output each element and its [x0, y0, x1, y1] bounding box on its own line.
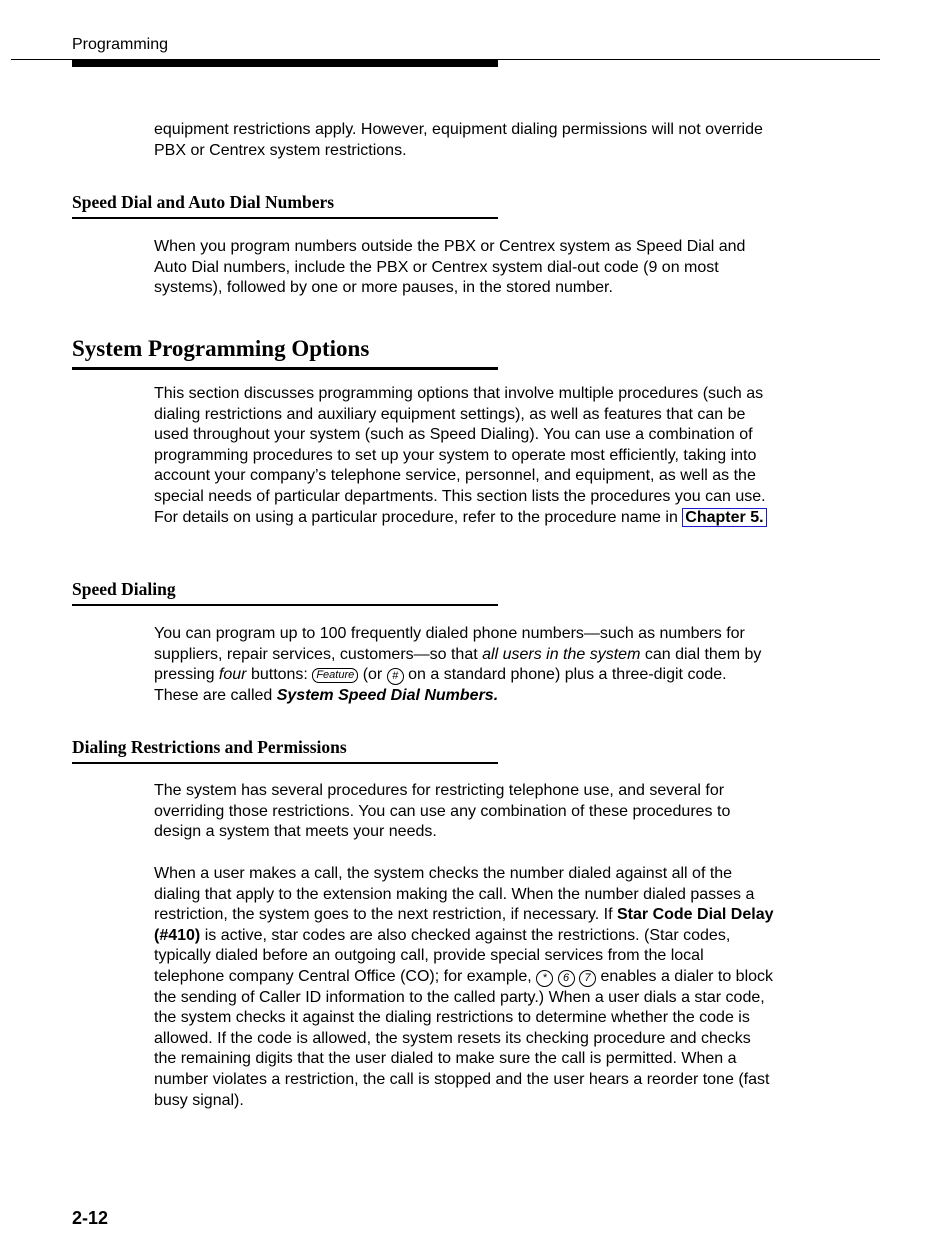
chapter-5-link-text: Chapter 5 — [685, 508, 760, 526]
speed-dialing-text-5: on a standard phone) plus a three-digit code. These are called — [154, 666, 727, 704]
star-code-dial-delay-term: Star Code Dial Delay (#410) — [154, 906, 774, 944]
pound-key-icon: # — [387, 668, 404, 685]
speed-dialing-text-2: can dial them by pressing — [154, 645, 762, 684]
six-key-icon: 6 — [558, 970, 575, 987]
heading-speed-dial-auto-dial: Speed Dial and Auto Dial Numbers — [72, 192, 498, 219]
page-number: 2-12 — [72, 1208, 109, 1228]
feature-key-icon: Feature — [312, 668, 358, 683]
system-speed-dial-numbers-term: System Speed Dial Numbers. — [276, 686, 499, 704]
heading-dialing-restrictions: Dialing Restrictions and Permissions — [72, 737, 498, 764]
restrictions-text-b: is active, star codes are also checked against the restrictions. (Star codes, typically dialed before an outgoing call, provide special services from the local telephone company Central Office (CO); for example, — [154, 926, 731, 985]
seven-key-icon: 7 — [579, 970, 596, 987]
header-rule-thick — [72, 60, 498, 67]
speed-dialing-emphasis-all-users: all users in the system — [482, 645, 641, 663]
speed-dialing-paragraph — [154, 624, 774, 706]
dialing-restrictions-paragraph-1: The system has several procedures for restricting telephone use, and several for overriding those restrictions. You can use any combination of these procedures to design a system that meets your needs. — [154, 782, 731, 841]
speed-dialing-text-4: (or — [358, 666, 387, 684]
system-options-text: This section discusses programming options that involve multiple procedures (such as dialing restrictions and auxiliary equipment settings), as well as features that can be used throughout your system (such as Speed Dialing). You can use a combination of programming procedures to set up your system to operate most efficiently, taking into account your company’s telephone service, personnel, and equipment, as well as the special needs of particular departments. This section lists the procedures you can use. For details on using a particular procedure, refer to the procedure name in — [154, 385, 766, 526]
restrictions-text-a: When a user makes a call, the system checks the number dialed against all of the dialing that apply to the extension making the call. When the number dialed passes a restriction, the system goes to the next restriction, if necessary. If — [154, 865, 755, 924]
speed-dial-auto-dial-paragraph: When you program numbers outside the PBX or Centrex system as Speed Dial and Auto Dial numbers, include the PBX or Centrex system dial-out code (9 on most systems), followed by one or more pauses, in the stored number. — [154, 238, 746, 297]
chapter-5-link[interactable] — [682, 508, 766, 527]
speed-dialing-text-1: You can program up to 100 frequently dialed phone numbers—such as numbers for suppliers, repair services, customers—so that — [154, 625, 745, 663]
star-key-icon: * — [536, 970, 553, 987]
heading-system-programming-options: System Programming Options — [72, 336, 498, 370]
intro-paragraph: equipment restrictions apply. However, equipment dialing permissions will not override PBX or Centrex system restrictions. — [154, 121, 763, 159]
chapter-5-link-period: . — [759, 508, 764, 526]
heading-speed-dialing: Speed Dialing — [72, 579, 498, 606]
running-head: Programming — [72, 36, 169, 53]
system-options-paragraph — [154, 384, 774, 528]
restrictions-text-c: enables a dialer to block the sending of Caller ID information to the called party.) When a user dials a star code, the system checks it against the dialing restrictions to determine whether the code is allowed. If the code is allowed, the system resets its checking procedure and checks the remaining digits that the user dialed to make sure the call is permitted. When a number violates a restriction, the call is stopped and the user hears a reorder tone (fast busy signal). — [154, 967, 774, 1109]
speed-dialing-text-3: buttons: — [246, 666, 313, 684]
speed-dialing-emphasis-four: four — [218, 666, 247, 684]
dialing-restrictions-paragraph-2 — [154, 864, 774, 1111]
